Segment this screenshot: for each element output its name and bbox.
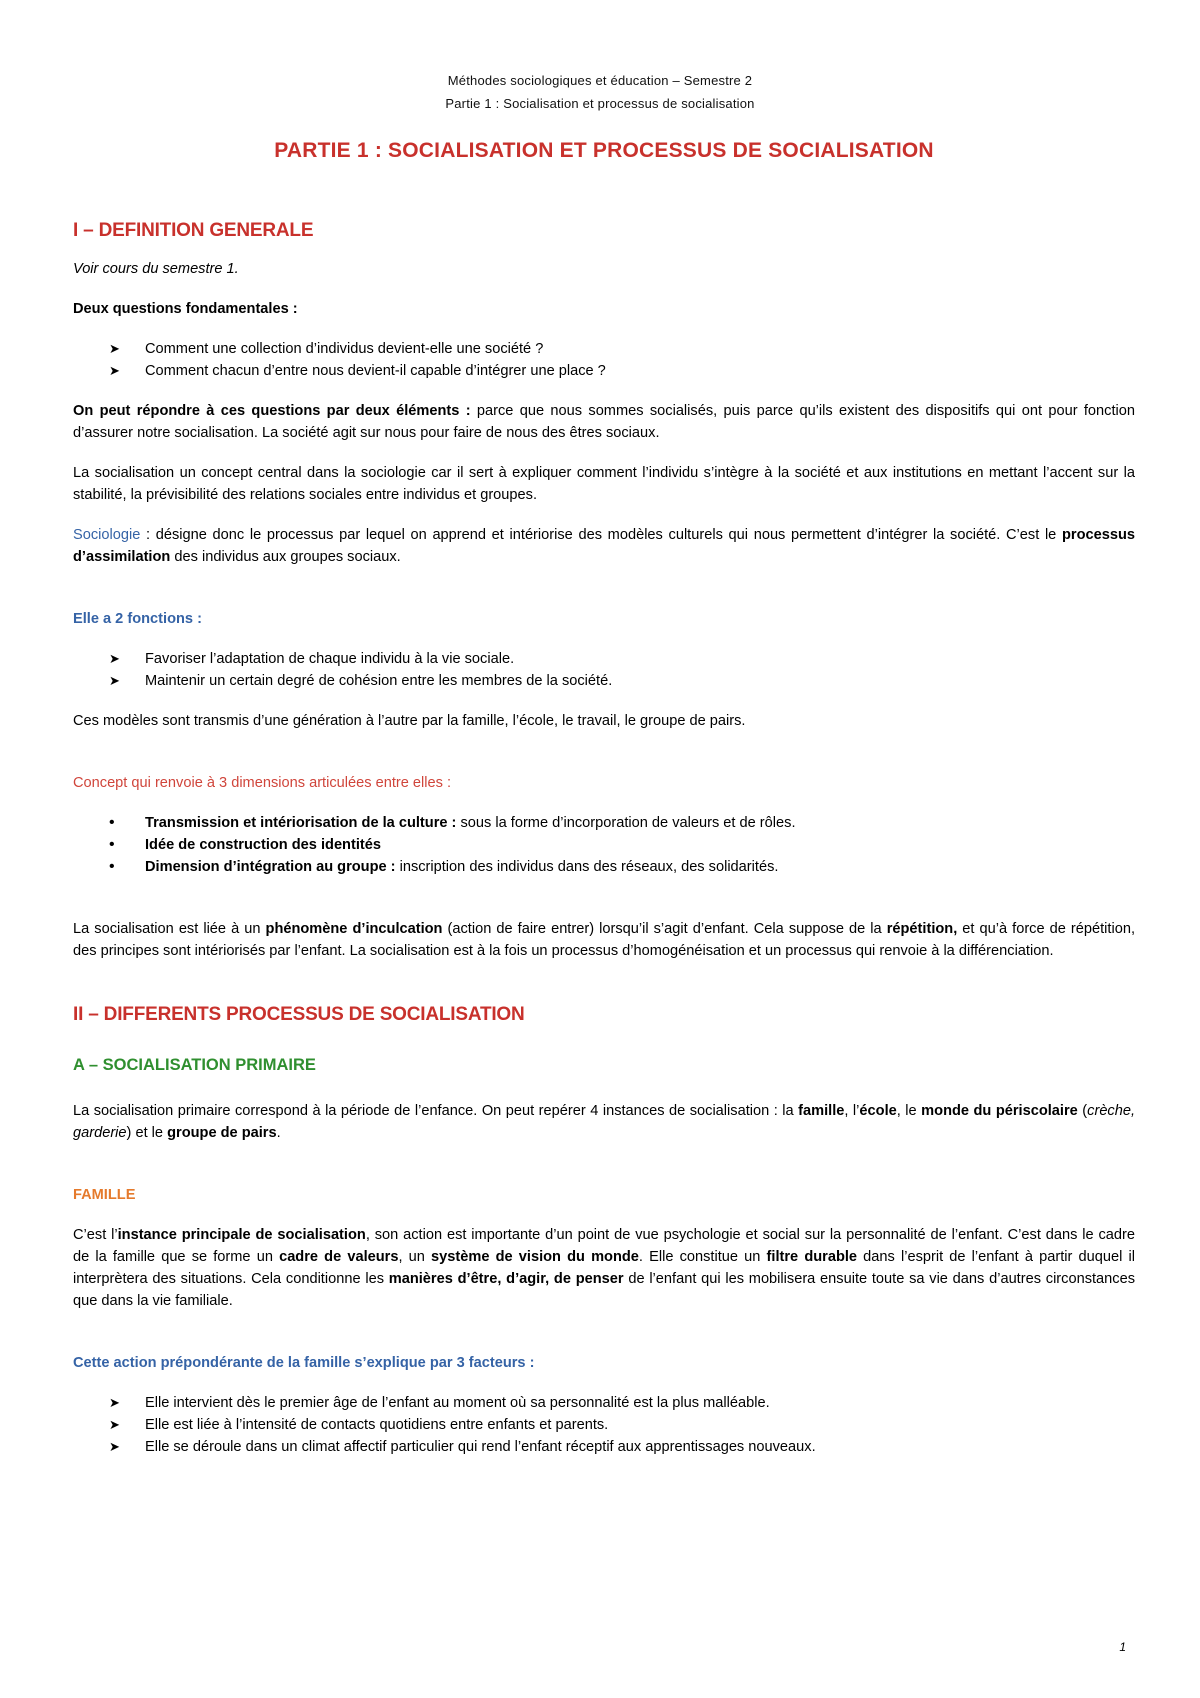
primary-socialisation-paragraph: La socialisation primaire correspond à la période de l’enfance. On peut repérer 4 instances de socialisation : la famille, l’école, le monde du périscolaire (crèche, garderie) et le groupe de pairs. [73,1103,1136,1141]
section-heading-definition: I – DEFINITION GENERALE [73,220,314,241]
sociologie-definition: Sociologie : désigne donc le processus par lequel on apprend et intériorise des modèles culturels qui nous permettent d’intégrer la société. C’est le processus d’assimilation des individus aux groupes sociaux. [73,527,1135,565]
family-paragraph: C’est l’instance principale de socialisation, son action est importante d’un point de vue psychologie et social sur la personnalité de l’enfant. C’est dans le cadre de la famille que se forme un cadre de valeurs, un système de vision du monde. Elle constitue un filtre durable dans l’esprit de l’enfant à partir duquel il interprètera des situations. Cela conditionne les manières d’être, d’agir, de penser de l’enfant qui les mobilisera ensuite toute sa vie dans d’autres circonstances que dans la vie familiale. [73,1227,1135,1309]
dot-bullet-icon: • [109,814,115,831]
list-item: • Transmission et intériorisation de la culture : sous la forme d’incorporation de valeurs et de rôles. [73,812,1135,834]
family-label: FAMILLE [73,1187,136,1203]
arrow-bullet-icon: ➤ [109,1439,120,1454]
list-item: ➤ Comment une collection d’individus devient-elle une société ? [73,338,1135,360]
document-body [73,140,1135,1458]
list-item: ➤ Elle est liée à l’intensité de contacts quotidiens entre enfants et parents. [73,1414,1135,1436]
list-item: ➤ Favoriser l’adaptation de chaque individu à la vie sociale. [73,648,1135,670]
models-paragraph: Ces modèles sont transmis d’une génération à l’autre par la famille, l’école, le travail, le groupe de pairs. [73,713,746,729]
dot-bullet-icon: • [109,836,115,853]
dimensions-label: Concept qui renvoie à 3 dimensions articulées entre elles : [73,775,452,791]
page-title: PARTIE 1 : SOCIALISATION ET PROCESSUS DE SOCIALISATION [274,139,934,162]
section-heading-processes: II – DIFFERENTS PROCESSUS DE SOCIALISATION [73,1004,525,1025]
dimensions-list [73,812,1135,878]
answer-paragraph: On peut répondre à ces questions par deux éléments : parce que nous sommes socialisés, puis parce qu’ils existent des dispositifs qui ont pour fonction d’assurer notre socialisation. La société agit sur nous pour faire de nous des êtres sociaux. [73,403,1135,441]
functions-label: Elle a 2 fonctions : [73,611,202,627]
running-header-line1: Méthodes sociologiques et éducation – Semestre 2 [447,73,753,88]
running-header-line2: Partie 1 : Socialisation et processus de socialisation [445,96,755,111]
see-course-note: Voir cours du semestre 1. [73,261,239,277]
inculcation-paragraph: La socialisation est liée à un phénomène d’inculcation (action de faire entrer) lorsqu’il s’agit d’enfant. Cela suppose de la répétition, et qu’à force de répétition, des principes sont intériorisés par l’enfant. La socialisation est à la fois un processus d’homogénéisation et un processus qui renvoie à la différenciation. [73,921,1136,959]
functions-list [73,648,1135,692]
dot-bullet-icon: • [109,858,115,875]
arrow-bullet-icon: ➤ [109,1395,120,1410]
page-number: 1 [1119,1640,1126,1654]
arrow-bullet-icon: ➤ [109,341,120,356]
arrow-bullet-icon: ➤ [109,673,120,688]
list-item: • Dimension d’intégration au groupe : inscription des individus dans des réseaux, des solidarités. [73,856,1135,878]
questions-list [73,338,1135,382]
subsection-heading-primary: A – SOCIALISATION PRIMAIRE [73,1056,316,1074]
arrow-bullet-icon: ➤ [109,363,120,378]
list-item: ➤ Comment chacun d’entre nous devient-il capable d’intégrer une place ? [73,360,1135,382]
factors-list [73,1392,1135,1458]
arrow-bullet-icon: ➤ [109,651,120,666]
list-item: ➤ Elle intervient dès le premier âge de l’enfant au moment où sa personnalité est la plus malléable. [73,1392,1135,1414]
factors-label: Cette action prépondérante de la famille s’explique par 3 facteurs : [73,1355,535,1371]
list-item: • Idée de construction des identités [73,834,1135,856]
list-item: ➤ Elle se déroule dans un climat affectif particulier qui rend l’enfant réceptif aux apprentissages nouveaux. [73,1436,1135,1458]
concept-paragraph: La socialisation un concept central dans la sociologie car il sert à expliquer comment l’individu s’intègre à la société et aux institutions en mettant l’accent sur la stabilité, la prévisibilité des relations sociales entre individus et groupes. [73,465,1135,503]
list-item: ➤ Maintenir un certain degré de cohésion entre les membres de la société. [73,670,1135,692]
questions-label: Deux questions fondamentales : [73,301,298,317]
arrow-bullet-icon: ➤ [109,1417,120,1432]
